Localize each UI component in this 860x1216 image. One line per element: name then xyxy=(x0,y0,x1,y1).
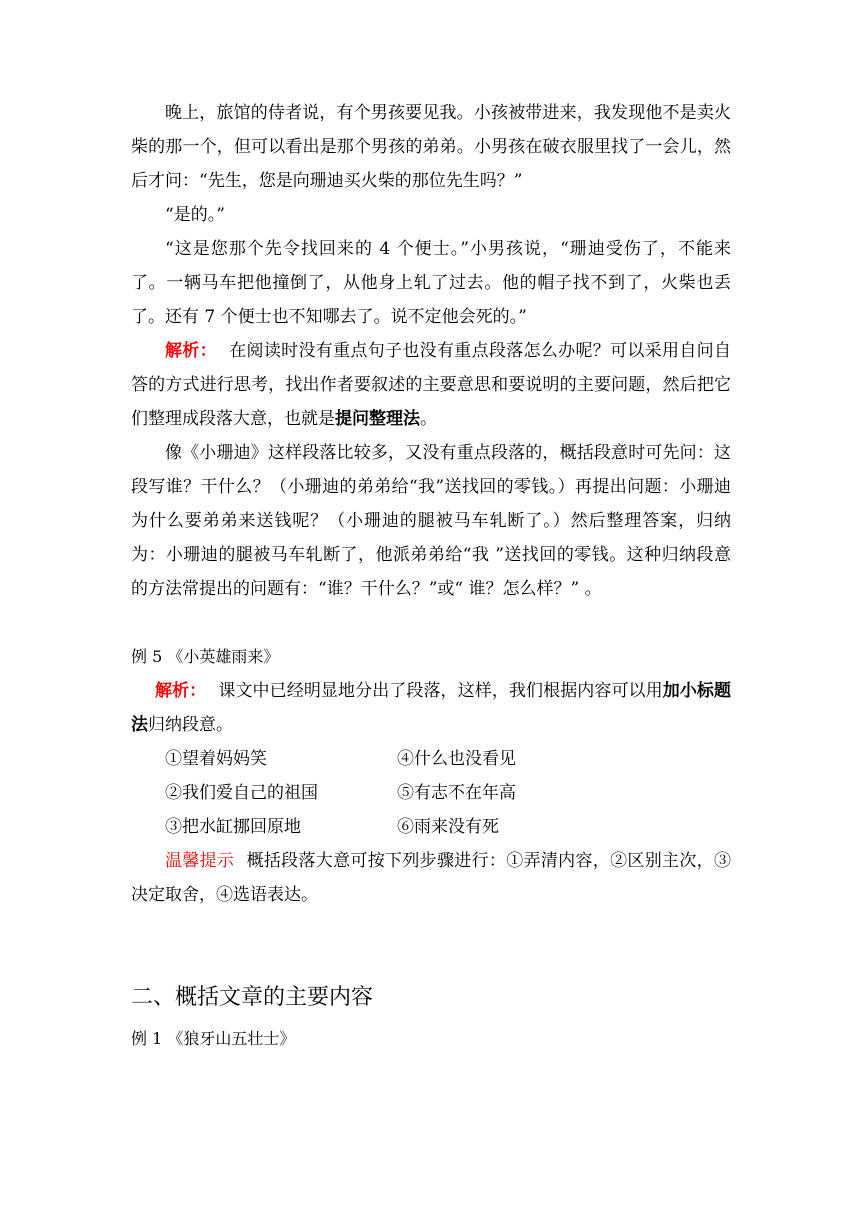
example-5-title: 例 5 《小英雄雨来》 xyxy=(131,647,280,666)
subtitle-6: ⑥雨来没有死 xyxy=(397,817,499,837)
analysis-label: 解析： xyxy=(165,341,217,361)
example-5-method-term: 加小标题法 xyxy=(131,681,732,735)
example-5-analysis xyxy=(131,674,731,742)
section-2-example-1-title: 例 1 《狼牙山五壮士》 xyxy=(131,1029,296,1048)
story-paragraph-3: “这是您那个先令找回来的 4 个便士。”小男孩说，“珊迪受伤了，不能来了。一辆马车把他撞倒了，从他身上轧了过去。他的帽子找不到了，火柴也丢了。还有 7 个便士也不知哪去了。说不定他会死的。” xyxy=(131,239,731,327)
analysis-paragraph-2: 像《小珊迪》这样段落比较多，又没有重点段落的，概括段意时可先问：这段写谁？干什么？（小珊迪的弟弟给“我”送找回的零钱。）再提出问题：小珊迪为什么要弟弟来送钱呢？（小珊迪的腿被马车轧断了。）然后整理答案，归纳为：小珊迪的腿被马车轧断了，他派弟弟给“我 ”送找回的零钱。这种归纳段意的方法常提出的问题有：“谁？干什么？”或“ 谁？怎么样？” 。 xyxy=(131,443,731,599)
analysis-text: 在阅读时没有重点句子也没有重点段落怎么办呢？可以采用自问自答的方式进行思考，找出作者要叙述的主要意思和要说明的主要问题，然后把它们整理成段落大意，也就是 xyxy=(131,341,731,429)
subtitle-2: ②我们爱自己的祖国 xyxy=(165,783,318,803)
subtitle-4: ④什么也没看见 xyxy=(397,749,516,769)
subtitle-1: ①望着妈妈笑 xyxy=(165,749,267,769)
example-5-analysis-text-end: 归纳段意。 xyxy=(148,715,233,735)
subtitle-5: ⑤有志不在年高 xyxy=(397,783,516,803)
analysis-text-end: 。 xyxy=(420,409,437,429)
story-paragraph-1: 晚上，旅馆的侍者说，有个男孩要见我。小孩被带进来，我发现他不是卖火柴的那一个，但可以看出是那个男孩的弟弟。小男孩在破衣服里找了一会儿，然后才问：“先生，您是向珊迪买火柴的那位先生吗？” xyxy=(131,103,731,191)
example-5-analysis-text: 课文中已经明显地分出了段落，这样，我们根据内容可以用 xyxy=(218,681,663,701)
tip-paragraph xyxy=(131,844,731,912)
tip-label: 温馨提示 xyxy=(165,851,235,871)
tip-text: 概括段落大意可按下列步骤进行：①弄清内容，②区别主次，③决定取舍，④选语表达。 xyxy=(131,851,731,905)
example-5-analysis-label: 解析： xyxy=(155,681,207,701)
analysis-paragraph-1 xyxy=(131,334,731,436)
analysis-method-term: 提问整理法 xyxy=(335,409,420,429)
section-2-heading: 二、概括文章的主要内容 xyxy=(131,985,374,1010)
subtitle-3: ③把水缸挪回原地 xyxy=(165,817,301,837)
story-paragraph-2: “是的。” xyxy=(165,205,225,225)
